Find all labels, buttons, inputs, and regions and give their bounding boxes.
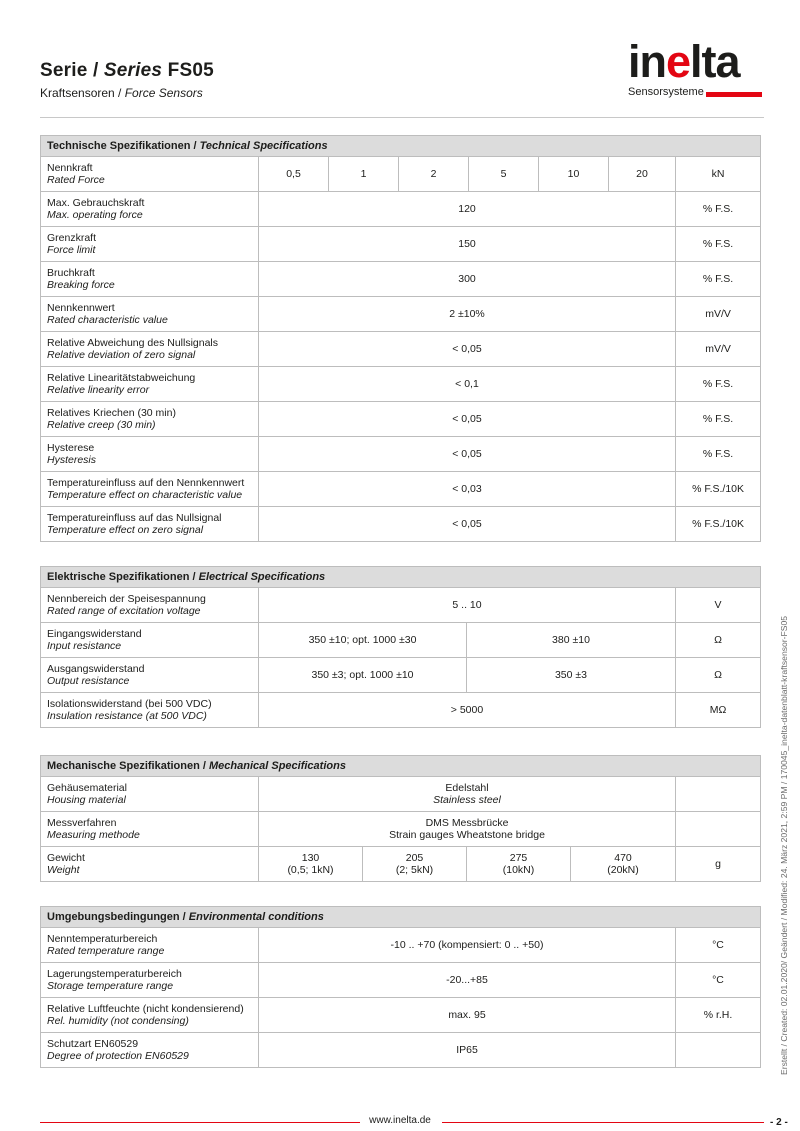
label-de: Relative Abweichung des Nullsignals [47, 337, 219, 349]
row-unit: % F.S. [676, 367, 761, 402]
row-label [41, 297, 259, 332]
table-row [41, 227, 761, 262]
weight-range: (10kN) [502, 864, 535, 876]
technical-spec-header [41, 136, 761, 157]
technical-spec-title [41, 136, 761, 157]
output-resistance-value-a: 350 ±3; opt. 1000 ±10 [259, 658, 467, 693]
input-resistance-label [41, 623, 259, 658]
weight-number: 205 [405, 852, 424, 864]
row-value: IP65 [259, 1033, 676, 1068]
label-de: Eingangswiderstand [47, 628, 142, 640]
label-de: Isolationswiderstand (bei 500 VDC) [47, 698, 212, 710]
table-row [41, 693, 761, 728]
row-unit: °C [676, 928, 761, 963]
page-subtitle [40, 86, 203, 100]
electrical-title-de: Elektrische Spezifikationen / [47, 571, 199, 583]
housing-unit [676, 777, 761, 812]
label-de: Schutzart EN60529 [47, 1038, 139, 1050]
row-unit: % F.S. [676, 437, 761, 472]
label-en: Relative linearity error [47, 384, 150, 396]
output-resistance-unit: Ω [676, 658, 761, 693]
label-de: Nennkraft [47, 162, 93, 174]
table-row [41, 297, 761, 332]
label-de: Relative Linearitätstabweichung [47, 372, 196, 384]
label-de: Lagerungstemperaturbereich [47, 968, 182, 980]
weight-range: (0,5; 1kN) [287, 864, 334, 876]
technical-title-en: Technical Specifications [199, 140, 328, 152]
label-de: Nennbereich der Speisespannung [47, 593, 206, 605]
rated-force-value: 20 [609, 157, 676, 192]
table-row [41, 507, 761, 542]
technical-spec-table [40, 135, 761, 542]
table-row [41, 963, 761, 998]
insulation-value: > 5000 [259, 693, 676, 728]
row-label [41, 1033, 259, 1068]
row-value: 150 [259, 227, 676, 262]
input-resistance-value-a: 350 ±10; opt. 1000 ±30 [259, 623, 467, 658]
label-de: Max. Gebrauchskraft [47, 197, 145, 209]
row-value: < 0,05 [259, 402, 676, 437]
table-row [41, 812, 761, 847]
electrical-spec-header [41, 567, 761, 588]
row-unit [676, 1033, 761, 1068]
input-resistance-unit: Ω [676, 623, 761, 658]
mechanical-spec-table [40, 755, 761, 882]
row-value: < 0,05 [259, 437, 676, 472]
footer-url-link[interactable]: www.inelta.de [369, 1115, 431, 1126]
label-en: Output resistance [47, 675, 130, 687]
header-divider [40, 117, 764, 118]
table-row [41, 928, 761, 963]
row-label [41, 367, 259, 402]
value-en: Strain gauges Wheatstone bridge [389, 829, 545, 841]
excitation-value: 5 .. 10 [259, 588, 676, 623]
document-metadata-note: Erstellt / Created: 02.01.2020/ Geändert / Modified: 24. März 2021, 2:59 PM / 170045_inelta-datenblatt-kraftsensor-FS05 [779, 615, 789, 1075]
environmental-table [40, 906, 761, 1068]
label-en: Housing material [47, 794, 126, 806]
excitation-label [41, 588, 259, 623]
row-value: < 0,1 [259, 367, 676, 402]
housing-label [41, 777, 259, 812]
mechanical-title-de: Mechanische Spezifikationen / [47, 760, 209, 772]
row-unit: % F.S. [676, 402, 761, 437]
row-label [41, 928, 259, 963]
weight-value [467, 847, 571, 882]
housing-value [259, 777, 676, 812]
row-value: < 0,05 [259, 332, 676, 367]
label-en: Input resistance [47, 640, 122, 652]
label-de: Gewicht [47, 852, 85, 864]
row-unit: % r.H. [676, 998, 761, 1033]
table-row [41, 588, 761, 623]
label-de: Nennkennwert [47, 302, 115, 314]
rated-force-value: 0,5 [259, 157, 329, 192]
row-label [41, 437, 259, 472]
weight-value [571, 847, 676, 882]
weight-value [259, 847, 363, 882]
footer-url [0, 1115, 800, 1126]
rated-force-value: 10 [539, 157, 609, 192]
table-row [41, 367, 761, 402]
method-label [41, 812, 259, 847]
table-row [41, 262, 761, 297]
row-value: < 0,05 [259, 507, 676, 542]
row-label [41, 507, 259, 542]
electrical-spec-title [41, 567, 761, 588]
logo-wordmark [628, 38, 740, 86]
rated-force-value: 1 [329, 157, 399, 192]
row-unit: % F.S. [676, 192, 761, 227]
row-label [41, 472, 259, 507]
label-de: Bruchkraft [47, 267, 95, 279]
label-de: Temperatureinfluss auf den Nennkennwert [47, 477, 245, 489]
logo-word-mid: e [666, 36, 691, 87]
page-number: - 2 - [770, 1117, 788, 1128]
weight-value [363, 847, 467, 882]
logo-red-bar [706, 92, 762, 97]
row-unit: mV/V [676, 332, 761, 367]
value-de: DMS Messbrücke [425, 817, 509, 829]
weight-range: (2; 5kN) [395, 864, 434, 876]
row-label [41, 262, 259, 297]
label-en: Rated characteristic value [47, 314, 168, 326]
table-row [41, 332, 761, 367]
value-en: Stainless steel [433, 794, 501, 806]
row-unit: °C [676, 963, 761, 998]
logo-word-start: in [628, 36, 666, 87]
row-label [41, 192, 259, 227]
insulation-unit: MΩ [676, 693, 761, 728]
weight-number: 470 [614, 852, 632, 864]
electrical-spec-table [40, 566, 761, 728]
rated-force-label [41, 157, 259, 192]
label-en: Rated range of excitation voltage [47, 605, 201, 617]
environmental-header [41, 907, 761, 928]
subtitle-en: Force Sensors [124, 86, 203, 100]
row-unit: % F.S./10K [676, 507, 761, 542]
subtitle-de: Kraftsensoren / [40, 86, 125, 100]
row-value: max. 95 [259, 998, 676, 1033]
label-en: Insulation resistance (at 500 VDC) [47, 710, 207, 722]
row-value: < 0,03 [259, 472, 676, 507]
rated-force-value: 5 [469, 157, 539, 192]
mechanical-title-en: Mechanical Specifications [209, 760, 346, 772]
mechanical-spec-title [41, 756, 761, 777]
row-value: 2 ±10% [259, 297, 676, 332]
label-en: Temperature effect on characteristic value [47, 489, 243, 501]
label-de: Gehäusematerial [47, 782, 127, 794]
row-value: 120 [259, 192, 676, 227]
label-en: Relative creep (30 min) [47, 419, 156, 431]
label-de: Relative Luftfeuchte (nicht kondensierend) [47, 1003, 244, 1015]
table-row [41, 623, 761, 658]
label-en: Degree of protection EN60529 [47, 1050, 189, 1062]
logo-word-end: lta [690, 36, 740, 87]
table-row [41, 192, 761, 227]
method-value [259, 812, 676, 847]
label-de: Grenzkraft [47, 232, 97, 244]
table-row [41, 847, 761, 882]
page-title [40, 60, 214, 82]
weight-range: (20kN) [607, 864, 639, 876]
row-unit: mV/V [676, 297, 761, 332]
table-row [41, 402, 761, 437]
label-de: Nenntemperaturbereich [47, 933, 158, 945]
logo-tagline: Sensorsysteme [628, 86, 704, 98]
insulation-label [41, 693, 259, 728]
row-unit: % F.S. [676, 227, 761, 262]
output-resistance-label [41, 658, 259, 693]
mechanical-spec-header [41, 756, 761, 777]
label-en: Temperature effect on zero signal [47, 524, 204, 536]
label-de: Temperatureinfluss auf das Nullsignal [47, 512, 222, 524]
label-de: Messverfahren [47, 817, 117, 829]
row-unit: % F.S./10K [676, 472, 761, 507]
method-unit [676, 812, 761, 847]
title-serie: Serie / [40, 60, 104, 81]
value-de: Edelstahl [445, 782, 489, 794]
weight-unit: g [676, 847, 761, 882]
input-resistance-value-b: 380 ±10 [467, 623, 676, 658]
label-en: Relative deviation of zero signal [47, 349, 196, 361]
label-de: Hysterese [47, 442, 95, 454]
label-en: Rated temperature range [47, 945, 165, 957]
row-value: 300 [259, 262, 676, 297]
label-en: Force limit [47, 244, 96, 256]
weight-number: 275 [509, 852, 528, 864]
environmental-title-en: Environmental conditions [188, 911, 324, 923]
table-row [41, 658, 761, 693]
inelta-logo [628, 36, 762, 100]
environmental-title [41, 907, 761, 928]
weight-number: 130 [301, 852, 320, 864]
table-row [41, 777, 761, 812]
label-en: Rated Force [47, 174, 105, 186]
weight-label [41, 847, 259, 882]
row-value: -10 .. +70 (kompensiert: 0 .. +50) [259, 928, 676, 963]
technical-title-de: Technische Spezifikationen / [47, 140, 200, 152]
row-label [41, 963, 259, 998]
row-label [41, 402, 259, 437]
table-row [41, 437, 761, 472]
label-en: Storage temperature range [47, 980, 174, 992]
row-unit: % F.S. [676, 262, 761, 297]
table-row [41, 157, 761, 192]
label-en: Measuring methode [47, 829, 140, 841]
label-en: Max. operating force [47, 209, 143, 221]
table-row [41, 998, 761, 1033]
row-label [41, 332, 259, 367]
row-label [41, 998, 259, 1033]
label-en: Hysteresis [47, 454, 97, 466]
label-en: Breaking force [47, 279, 115, 291]
output-resistance-value-b: 350 ±3 [467, 658, 676, 693]
row-label [41, 227, 259, 262]
label-de: Relatives Kriechen (30 min) [47, 407, 176, 419]
label-de: Ausgangswiderstand [47, 663, 145, 675]
table-row [41, 472, 761, 507]
title-model: FS05 [162, 60, 214, 81]
label-en: Weight [47, 864, 80, 876]
table-row [41, 1033, 761, 1068]
row-value: -20...+85 [259, 963, 676, 998]
title-series: Series [103, 60, 163, 81]
excitation-unit: V [676, 588, 761, 623]
label-en: Rel. humidity (not condensing) [47, 1015, 189, 1027]
electrical-title-en: Electrical Specifications [198, 571, 326, 583]
environmental-title-de: Umgebungsbedingungen / [47, 911, 189, 923]
rated-force-unit: kN [676, 157, 761, 192]
rated-force-value: 2 [399, 157, 469, 192]
